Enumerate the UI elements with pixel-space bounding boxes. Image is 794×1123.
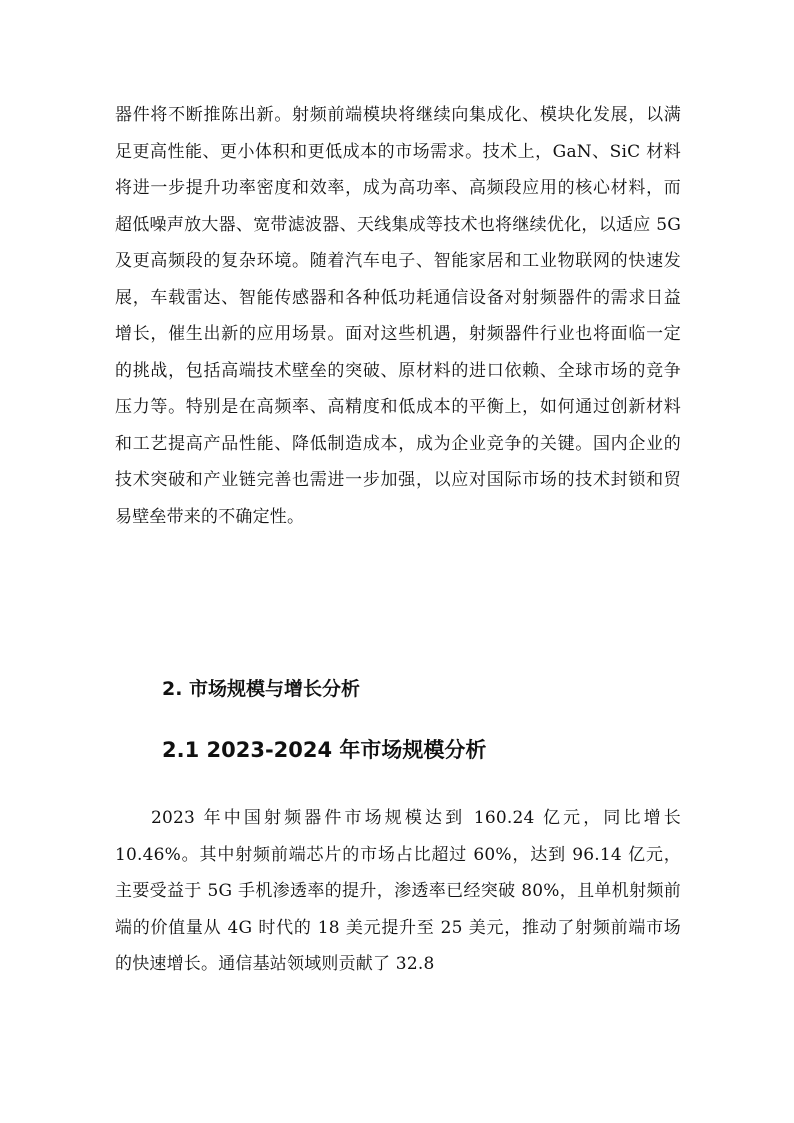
body-paragraph-market-size: 2023 年中国射频器件市场规模达到 160.24 亿元，同比增长 10.46%。其中射频前端芯片的市场占比超过 60%，达到 96.14 亿元，主要受益于 5G 手机渗透率的提升，渗透率已经突破 80%，且单机射频前端的价值量从 4G 时代的 18 美元提升至 25 美元，推动了射频前端市场的快速增长。通信基站领域则贡献了 32.8 <box>115 808 681 974</box>
body-paragraph-outlook: 器件将不断推陈出新。射频前端模块将继续向集成化、模块化发展，以满足更高性能、更小体积和更低成本的市场需求。技术上，GaN、SiC 材料将进一步提升功率密度和效率，成为高功率、高频段应用的核心材料，而超低噪声放大器、宽带滤波器、天线集成等技术也将继续优化，以适应 5G 及更高频段的复杂环境。随着汽车电子、智能家居和工业物联网的快速发展，车载雷达、智能传感器和各种低功耗通信设备对射频器件的需求日益增长，催生出新的应用场景。面对这些机遇，射频器件行业也将面临一定的挑战，包括高端技术壁垒的突破、原材料的进口依赖、全球市场的竞争压力等。特别是在高频率、高精度和低成本的平衡上，如何通过创新材料和工艺提高产品性能、降低制造成本，成为企业竞争的关键。国内企业的技术突破和产业链完善也需进一步加强，以应对国际市场的技术封锁和贸易壁垒带来的不确定性。 <box>115 105 681 527</box>
section-heading: 2. 市场规模与增长分析 <box>162 678 361 700</box>
subsection-heading: 2.1 2023-2024 年市场规模分析 <box>162 738 487 762</box>
